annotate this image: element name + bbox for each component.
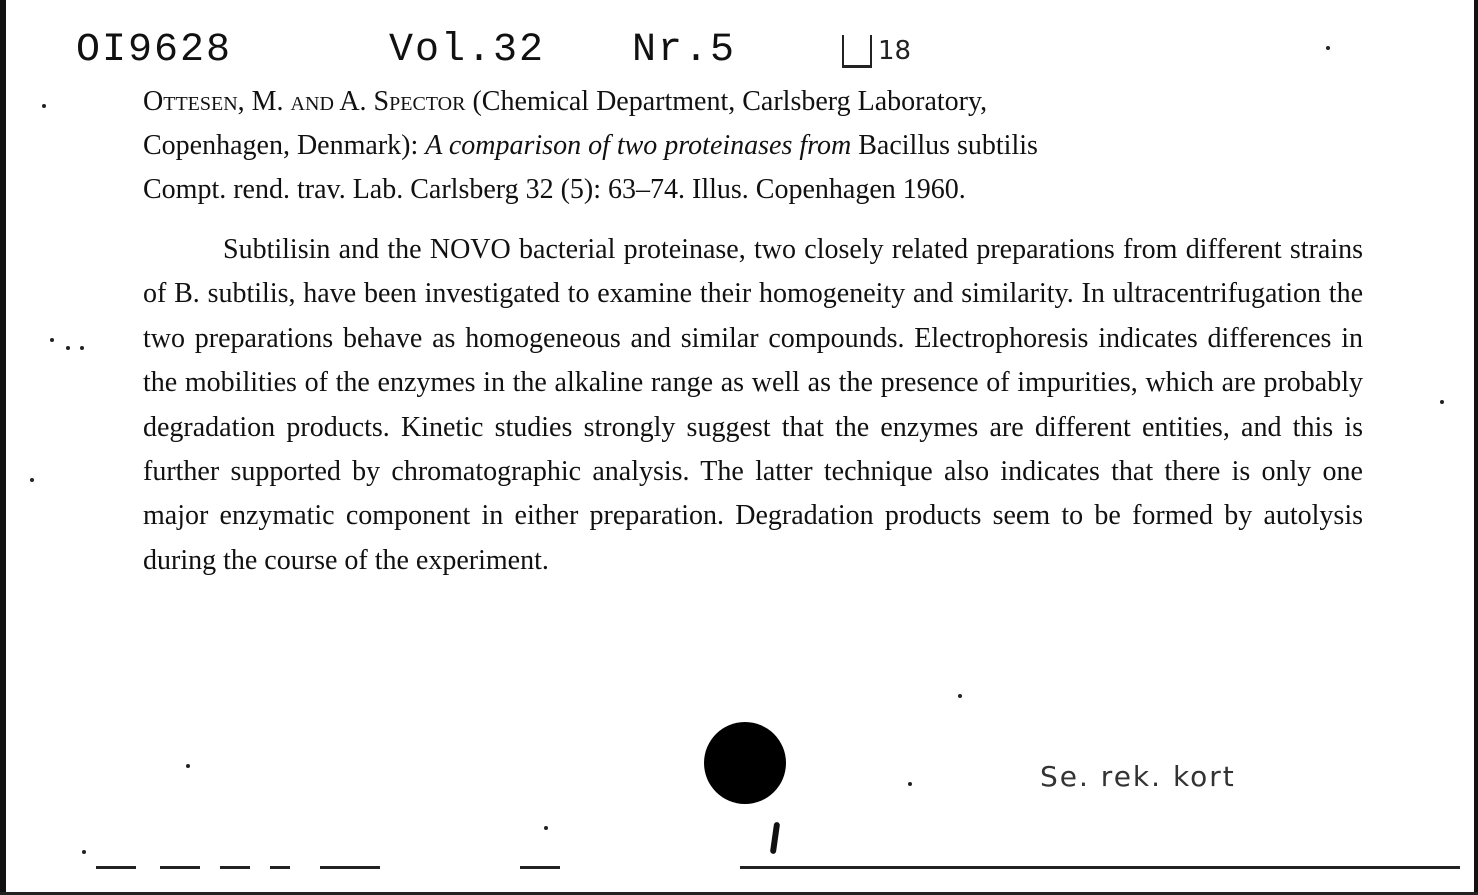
speck	[66, 346, 70, 350]
citation-source: Compt. rend. trav. Lab. Carlsberg 32 (5): 63–74. Illus. Copenhagen 1960.	[143, 174, 966, 205]
accession-number: OI9628	[76, 28, 233, 73]
abstract-block	[143, 228, 1363, 583]
speck	[958, 694, 962, 698]
citation-line-2	[143, 124, 1373, 168]
speck	[82, 850, 86, 854]
issue-number: Nr.5	[632, 28, 737, 73]
citation-organism: Bacillus subtilis	[858, 130, 1038, 161]
speck	[30, 478, 34, 482]
card-edge-right	[1474, 0, 1478, 895]
speck	[80, 346, 84, 350]
citation-affiliation: (Chemical Department, Carlsberg Laboratory,	[472, 86, 988, 117]
volume-label: Vol.32	[389, 28, 546, 73]
citation-authors: Ottesen, M. and A. Spector	[143, 86, 466, 117]
handwritten-stamp	[842, 26, 911, 76]
tick-mark	[770, 822, 780, 855]
speck	[1326, 46, 1330, 50]
speck	[50, 338, 54, 342]
citation-title: A comparison of two proteinases from	[425, 130, 852, 161]
speck	[1440, 400, 1444, 404]
citation-block	[143, 80, 1373, 212]
speck	[908, 782, 912, 786]
citation-affiliation-cont: Copenhagen, Denmark):	[143, 130, 419, 161]
card-note: Se. rek. kort	[1040, 760, 1236, 793]
citation-line-1	[143, 80, 1373, 124]
stamp-number: 18	[878, 36, 912, 66]
stamp-box-icon	[842, 35, 872, 68]
speck	[186, 764, 190, 768]
abstract-text: Subtilisin and the NOVO bacterial proteinase, two closely related preparations from different strains of B. subtilis, have been investigated to examine their homogeneity and similarity. In ultracentrifugation the two preparations behave as homogeneous and similar compounds. Electrophoresis indicates differences in the mobilities of the enzymes in the alkaline range as well as the presence of impurities, which are probably degradation products. Kinetic studies strongly suggest that the enzymes are different entities, and this is further supported by chromatographic analysis. The latter technique also indicates that there is only one major enzymatic component in either preparation. Degradation products seem to be formed by autolysis during the course of the experiment.	[143, 234, 1363, 576]
speck	[42, 104, 46, 108]
hole-punch	[704, 722, 786, 804]
speck	[544, 826, 548, 830]
card-edge-left	[0, 0, 6, 895]
